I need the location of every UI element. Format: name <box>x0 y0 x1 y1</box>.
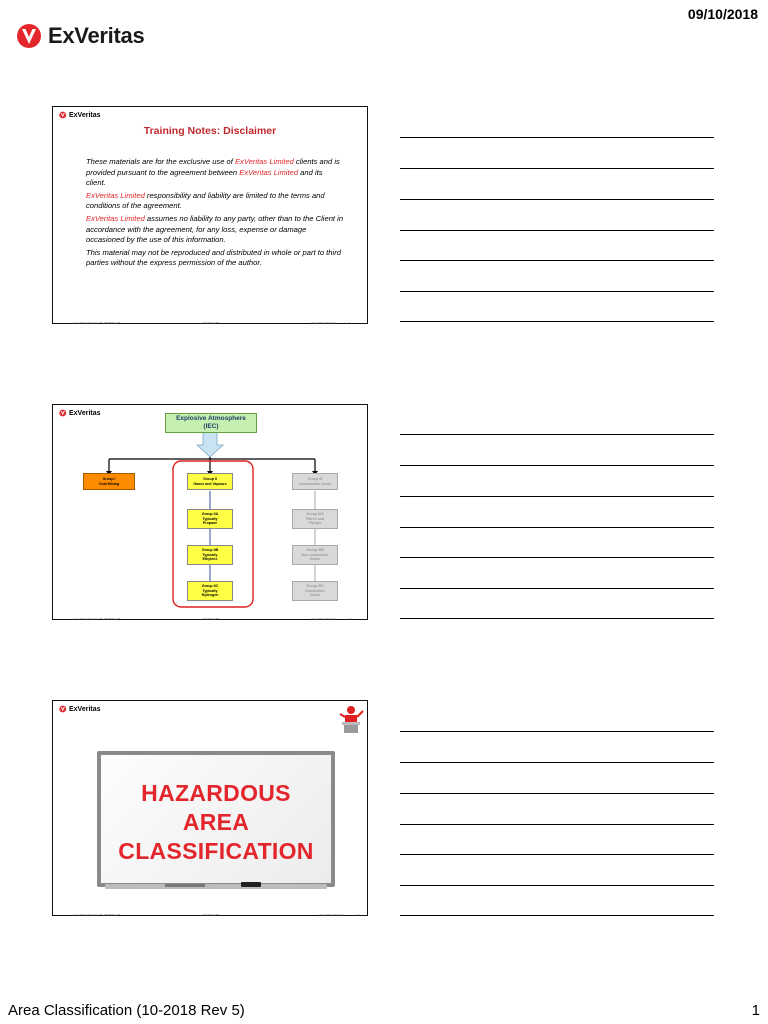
label: Typically <box>202 552 218 557</box>
slide-3-logo-text: ExVeritas <box>69 705 101 713</box>
text: responsibility and liability are limited to the terms and conditions of the agreement. <box>86 190 325 211</box>
label: Group IIIC <box>306 584 324 589</box>
note-line[interactable] <box>400 434 714 435</box>
eraser-icon <box>241 882 261 887</box>
slide-1-disclaimer <box>52 106 368 324</box>
label: Explosive Atmosphere <box>176 415 246 422</box>
presenter-figure-icon <box>337 705 365 735</box>
note-line[interactable] <box>400 885 714 886</box>
slide-2-logo-text: ExVeritas <box>69 409 101 417</box>
label: Group II <box>203 476 217 481</box>
note-line[interactable] <box>400 168 714 169</box>
whiteboard-surface <box>101 755 331 883</box>
label: Group I <box>102 476 116 481</box>
slide-2-group-chart <box>52 404 368 620</box>
footer-right: Area Classification <box>311 617 336 621</box>
group-1-box <box>83 473 135 490</box>
header-logo <box>16 20 144 52</box>
disclaimer-para-3 <box>86 214 344 246</box>
exveritas-logo-icon <box>59 111 67 119</box>
note-line[interactable] <box>400 762 714 763</box>
footer-page: 2 <box>349 617 351 621</box>
slide-3-title <box>52 700 368 916</box>
label: Coal Mining <box>98 481 120 486</box>
page-footer-title: Area Classification (10-2018 Rev 5) <box>8 1002 245 1019</box>
label: Flyings <box>308 521 322 526</box>
label: Group IIB <box>201 548 219 553</box>
group-iia-box <box>187 509 233 529</box>
note-line[interactable] <box>400 824 714 825</box>
label: Conductive <box>305 588 325 593</box>
note-line[interactable] <box>400 291 714 292</box>
note-line[interactable] <box>400 915 714 916</box>
label: Ethylene <box>202 557 218 562</box>
footer-mid: ExVeritas™ <box>203 617 219 621</box>
company-name: ExVeritas Limited <box>86 213 145 223</box>
footer-right: Area Classification <box>319 913 344 917</box>
group-iic-box <box>187 581 233 601</box>
print-date: 09/10/2018 <box>687 6 758 22</box>
slide-1-logo <box>59 111 101 119</box>
note-line[interactable] <box>400 496 714 497</box>
label: Dusts <box>310 557 320 562</box>
slide-1-logo-text: ExVeritas <box>69 111 101 119</box>
group-3-box <box>292 473 338 490</box>
note-line[interactable] <box>400 230 714 231</box>
group-iiia-box <box>292 509 338 529</box>
disclaimer-para-4: This material may not be reproduced and distributed in whole or part to third parties without the express permission of the author. <box>86 247 341 268</box>
marker-icon <box>165 884 205 887</box>
label: (IEC) <box>203 423 219 430</box>
footer-page: 1 <box>349 321 351 325</box>
exveritas-logo-icon <box>59 705 67 713</box>
slide-1-title: Training Notes: Disclaimer <box>143 125 277 137</box>
company-name: ExVeritas Limited <box>235 157 294 166</box>
group-iiic-box <box>292 581 338 601</box>
label: Dusts <box>310 593 320 598</box>
footer-left: Area Classification (10-2018 Rev 5) <box>73 913 121 917</box>
note-line[interactable] <box>400 618 714 619</box>
whiteboard-heading <box>101 779 331 866</box>
note-line[interactable] <box>400 527 714 528</box>
exveritas-logo-icon <box>16 23 44 49</box>
slide-1-body <box>86 157 344 271</box>
label: Group IIA <box>201 512 219 517</box>
footer-left: Area Classification (10-2018 Rev 5) <box>73 321 121 325</box>
text: clients and is provided pursuant to the agreement between <box>86 157 340 177</box>
label: Typically <box>202 588 218 593</box>
slide-3-logo <box>59 705 101 713</box>
header-brand-name: ExVeritas <box>48 23 145 48</box>
text: These materials are for the exclusive use of <box>86 157 235 166</box>
text: and its client. <box>86 167 323 188</box>
label: Combustible Dusts <box>298 481 332 486</box>
label: Group IIC <box>201 584 219 589</box>
group-iib-box <box>187 545 233 565</box>
group-2-box <box>187 473 233 490</box>
footer-mid: ExVeritas™ <box>203 321 219 325</box>
note-line[interactable] <box>400 260 714 261</box>
whiteboard <box>97 751 335 887</box>
heading-line: AREA <box>182 809 250 835</box>
company-name: ExVeritas Limited <box>239 167 299 177</box>
label: Hydrogen <box>201 593 219 598</box>
note-line[interactable] <box>400 588 714 589</box>
note-line[interactable] <box>400 199 714 200</box>
label: Group IIIA <box>306 512 324 517</box>
footer-mid: ExVeritas™ <box>203 913 219 917</box>
footer-left: Area Classification (10-2018 Rev 5) <box>73 617 121 621</box>
label: Group III <box>307 476 323 481</box>
label: Non-conductive <box>301 552 329 557</box>
note-line[interactable] <box>400 854 714 855</box>
disclaimer-para-2 <box>86 191 344 212</box>
text: assumes no liability to any party, other than to the Client in accordance with the agreement, for any loss, expense or damage occasioned by the use of this information. <box>86 213 344 245</box>
group-iiib-box <box>292 545 338 565</box>
note-line[interactable] <box>400 465 714 466</box>
heading-line: HAZARDOUS <box>141 780 291 806</box>
whiteboard-tray <box>105 884 327 889</box>
note-line[interactable] <box>400 557 714 558</box>
note-line[interactable] <box>400 731 714 732</box>
page-number: 1 <box>751 1002 760 1019</box>
label: Fibres and <box>305 516 325 521</box>
note-line[interactable] <box>400 793 714 794</box>
down-arrow-icon <box>197 431 223 457</box>
company-name: ExVeritas Limited <box>86 190 145 200</box>
footer-page: 3 <box>357 913 359 917</box>
label: Propane <box>202 521 218 526</box>
note-line[interactable] <box>400 137 714 138</box>
label: Group IIIB <box>306 548 324 553</box>
disclaimer-para-1 <box>86 157 344 189</box>
explosive-atmosphere-box <box>165 413 257 433</box>
note-line[interactable] <box>400 321 714 322</box>
footer-right: Area Classification <box>311 321 336 325</box>
label: Gases and Vapours <box>193 481 227 486</box>
label: Typically <box>202 516 218 521</box>
heading-line: CLASSIFICATION <box>118 838 314 864</box>
